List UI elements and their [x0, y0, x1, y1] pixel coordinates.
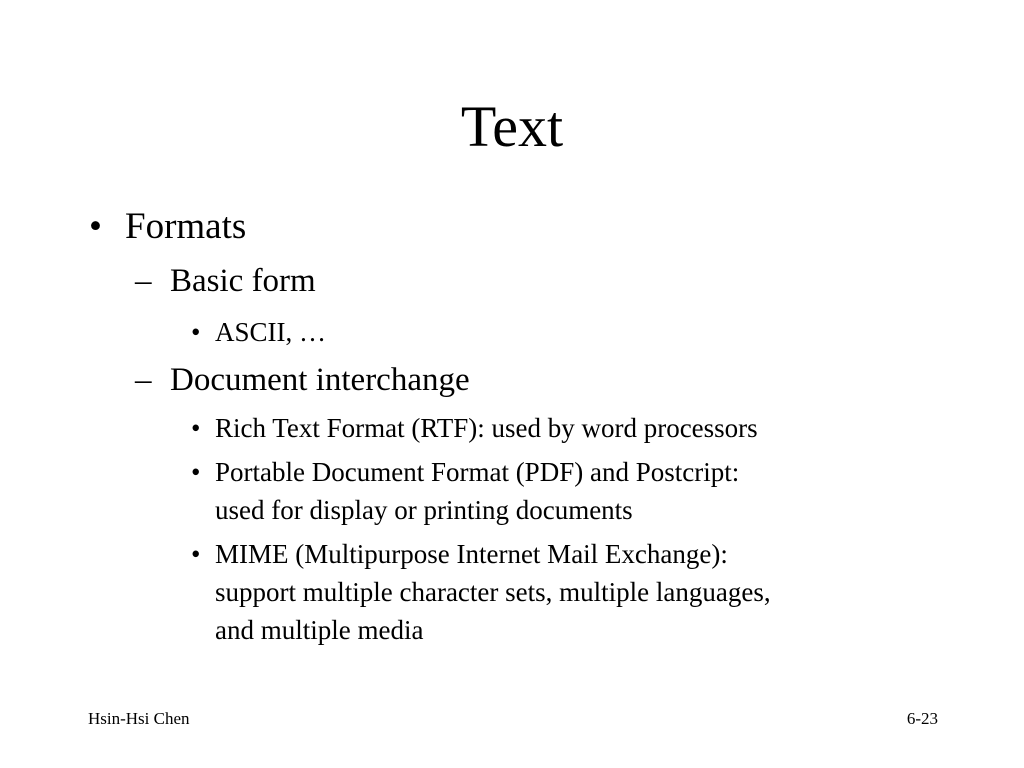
bullet-text-line-3: and multiple media: [215, 615, 424, 645]
bullet-text: Document interchange: [170, 362, 470, 398]
bullet-marker: •: [191, 413, 201, 443]
bullet-text-line-2: support multiple character sets, multiple languages,: [215, 577, 771, 607]
footer-page-number: 6-23: [906, 709, 938, 728]
bullet-marker: •: [191, 457, 201, 487]
bullet-text: ASCII, …: [215, 317, 327, 347]
bullet-text: Formats: [125, 206, 247, 247]
bullet-text: Rich Text Format (RTF): used by word processors: [215, 413, 758, 443]
bullet-text-line-1: MIME (Multipurpose Internet Mail Exchange):: [215, 539, 728, 569]
bullet-text-line-2: used for display or printing documents: [215, 495, 633, 525]
footer-author: Hsin-Hsi Chen: [88, 709, 190, 728]
bullet-text-line-1: Portable Document Format (PDF) and Postcript:: [215, 457, 740, 487]
dash-marker: –: [135, 263, 152, 299]
dash-marker: –: [135, 362, 152, 398]
bullet-marker: •: [191, 539, 201, 569]
slide-title: Text: [460, 94, 564, 159]
bullet-marker: •: [191, 317, 201, 347]
bullet-marker: •: [89, 206, 102, 247]
bullet-text: Basic form: [170, 263, 316, 299]
